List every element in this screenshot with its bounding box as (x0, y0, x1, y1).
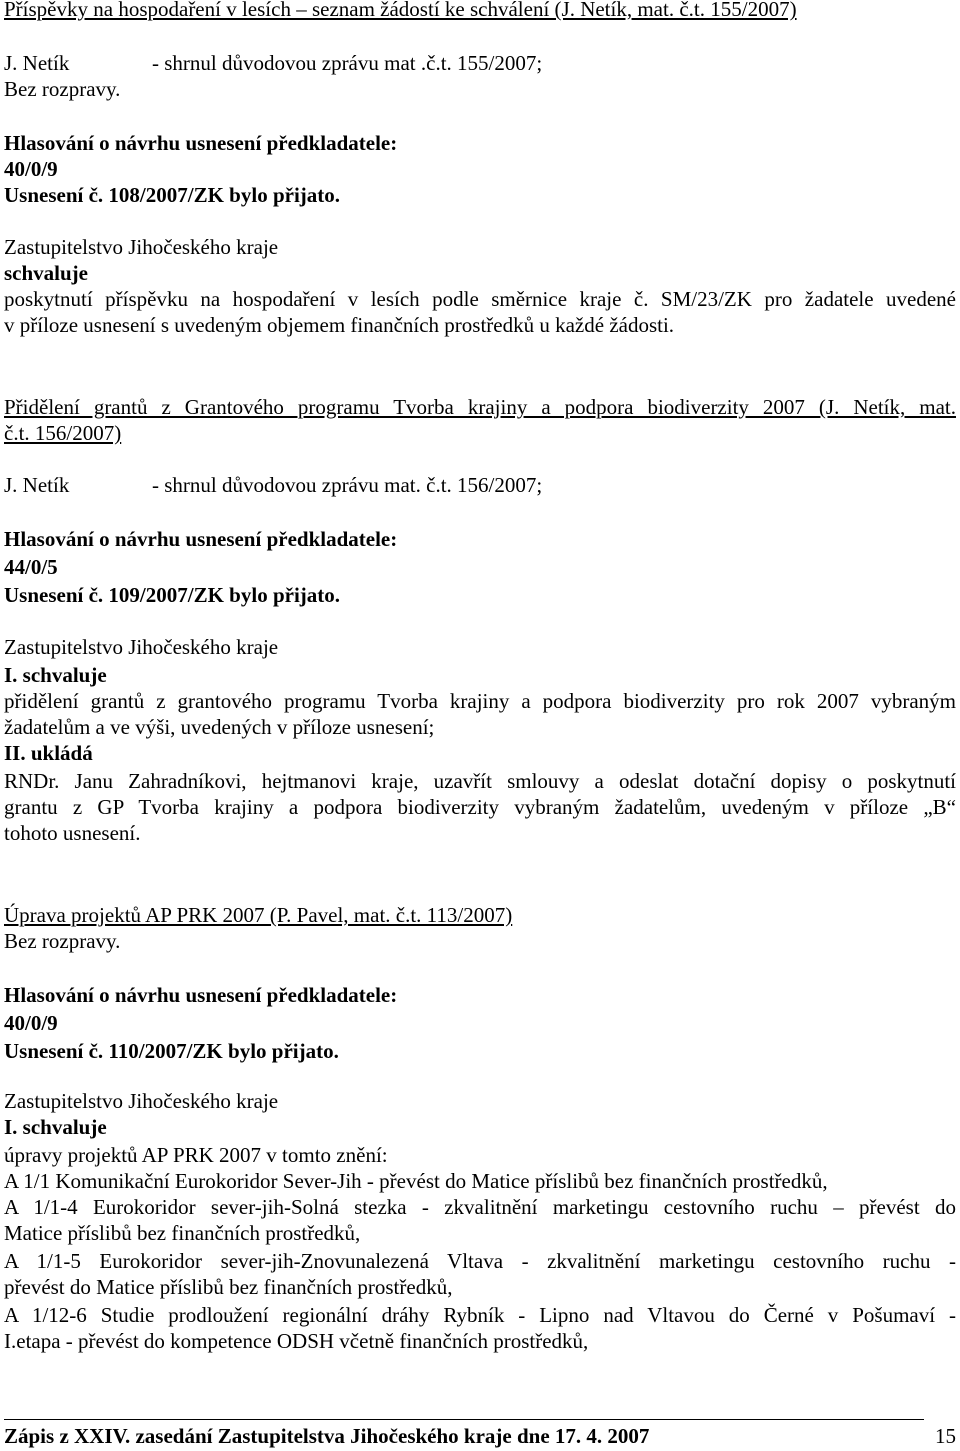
section2-heading-line1: Přidělení grantů z Grantového programu Tvorba krajiny a podpora biodiverzity 2007 (J. Netík, mat. (4, 395, 956, 419)
section3-heading: Úprava projektů AP PRK 2007 (P. Pavel, mat. č.t. 113/2007) (4, 903, 513, 927)
section1-text-line2: v příloze usnesení s uvedeným objemem finančních prostředků u každé žádosti. (4, 313, 675, 337)
section2-text1-line2: žadatelům a ve výši, uvedených v příloze usnesení; (4, 715, 435, 739)
section3-vote-heading: Hlasování o návrhu usnesení předkladatele: (4, 983, 398, 1007)
section1-heading: Příspěvky na hospodaření v lesích – seznam žádostí ke schválení (J. Netík, mat. č.t. 155/2007) (4, 0, 797, 21)
section1-decision: schvaluje (4, 261, 88, 285)
section1-body: Zastupitelstvo Jihočeského kraje (4, 235, 279, 259)
section3-decision: I. schvaluje (4, 1115, 107, 1139)
section3-item3-line2: převést do Matice příslibů bez finančních prostředků, (4, 1275, 453, 1299)
section3-item3-line1: A 1/1-5 Eurokoridor sever-jih-Znovunalezená Vltava - zkvalitnění marketingu cestovního ruchu - (4, 1249, 956, 1273)
section3-body: Zastupitelstvo Jihočeského kraje (4, 1089, 279, 1113)
section2-decision2: II. ukládá (4, 741, 93, 765)
section1-text-line1: poskytnutí příspěvku na hospodaření v lesích podle směrnice kraje č. SM/23/ZK pro žadatele uvedené (4, 287, 956, 311)
section2-presenter-line (4, 472, 542, 498)
footer-rule (4, 1419, 924, 1420)
section2-heading-line2: č.t. 156/2007) (4, 421, 122, 445)
section1-vote-heading: Hlasování o návrhu usnesení předkladatele: (4, 131, 398, 155)
footer-text: Zápis z XXIV. zasedání Zastupitelstva Jihočeského kraje dne 17. 4. 2007 (4, 1424, 650, 1448)
section2-body: Zastupitelstvo Jihočeského kraje (4, 635, 279, 659)
section2-presenter-text: - shrnul důvodovou zprávu mat. č.t. 156/2007; (152, 473, 543, 497)
section1-presenter-line (4, 50, 542, 76)
section3-item4-line1: A 1/12-6 Studie prodloužení regionální dráhy Rybník - Lipno nad Vltavou do Černé v Pošumaví - (4, 1303, 956, 1327)
section3-intro: úpravy projektů AP PRK 2007 v tomto znění: (4, 1143, 388, 1167)
section3-item2-line1: A 1/1-4 Eurokoridor sever-jih-Solná stezka - zkvalitnění marketingu cestovního ruchu – převést do (4, 1195, 956, 1219)
section3-item4-line2: I.etapa - převést do kompetence ODSH včetně finančních prostředků, (4, 1329, 589, 1353)
section2-text1-line1: přidělení grantů z grantového programu Tvorba krajiny a podpora biodiverzity pro rok 2007 vybraným (4, 689, 956, 713)
section1-vote-result: 40/0/9 (4, 157, 58, 181)
section1-resolution: Usnesení č. 108/2007/ZK bylo přijato. (4, 183, 341, 207)
section2-vote-heading: Hlasování o návrhu usnesení předkladatele: (4, 527, 398, 551)
section1-presenter-name: J. Netík (4, 51, 70, 75)
section3-item1: A 1/1 Komunikační Eurokoridor Sever-Jih - převést do Matice příslibů bez finančních prostředků, (4, 1169, 828, 1193)
section2-text2-line3: tohoto usnesení. (4, 821, 141, 845)
section1-presenter-text: - shrnul důvodovou zprávu mat .č.t. 155/2007; (152, 51, 543, 75)
section1-discussion: Bez rozpravy. (4, 77, 121, 101)
page-number: 15 (935, 1424, 956, 1448)
section2-text2-line1: RNDr. Janu Zahradníkovi, hejtmanovi kraje, uzavřít smlouvy a odeslat dotační dopisy o poskytnutí (4, 769, 956, 793)
section2-decision1: I. schvaluje (4, 663, 107, 687)
section3-item2-line2: Matice příslibů bez finančních prostředků, (4, 1221, 361, 1245)
section2-vote-result: 44/0/5 (4, 555, 58, 579)
section2-text2-line2: grantu z GP Tvorba krajiny a podpora biodiverzity vybraným žadatelům, uvedeným v příloze „B“ (4, 795, 956, 819)
section2-presenter-name: J. Netík (4, 473, 70, 497)
section3-discussion: Bez rozpravy. (4, 929, 121, 953)
section3-vote-result: 40/0/9 (4, 1011, 58, 1035)
section3-resolution: Usnesení č. 110/2007/ZK bylo přijato. (4, 1039, 339, 1063)
section2-resolution: Usnesení č. 109/2007/ZK bylo přijato. (4, 583, 341, 607)
